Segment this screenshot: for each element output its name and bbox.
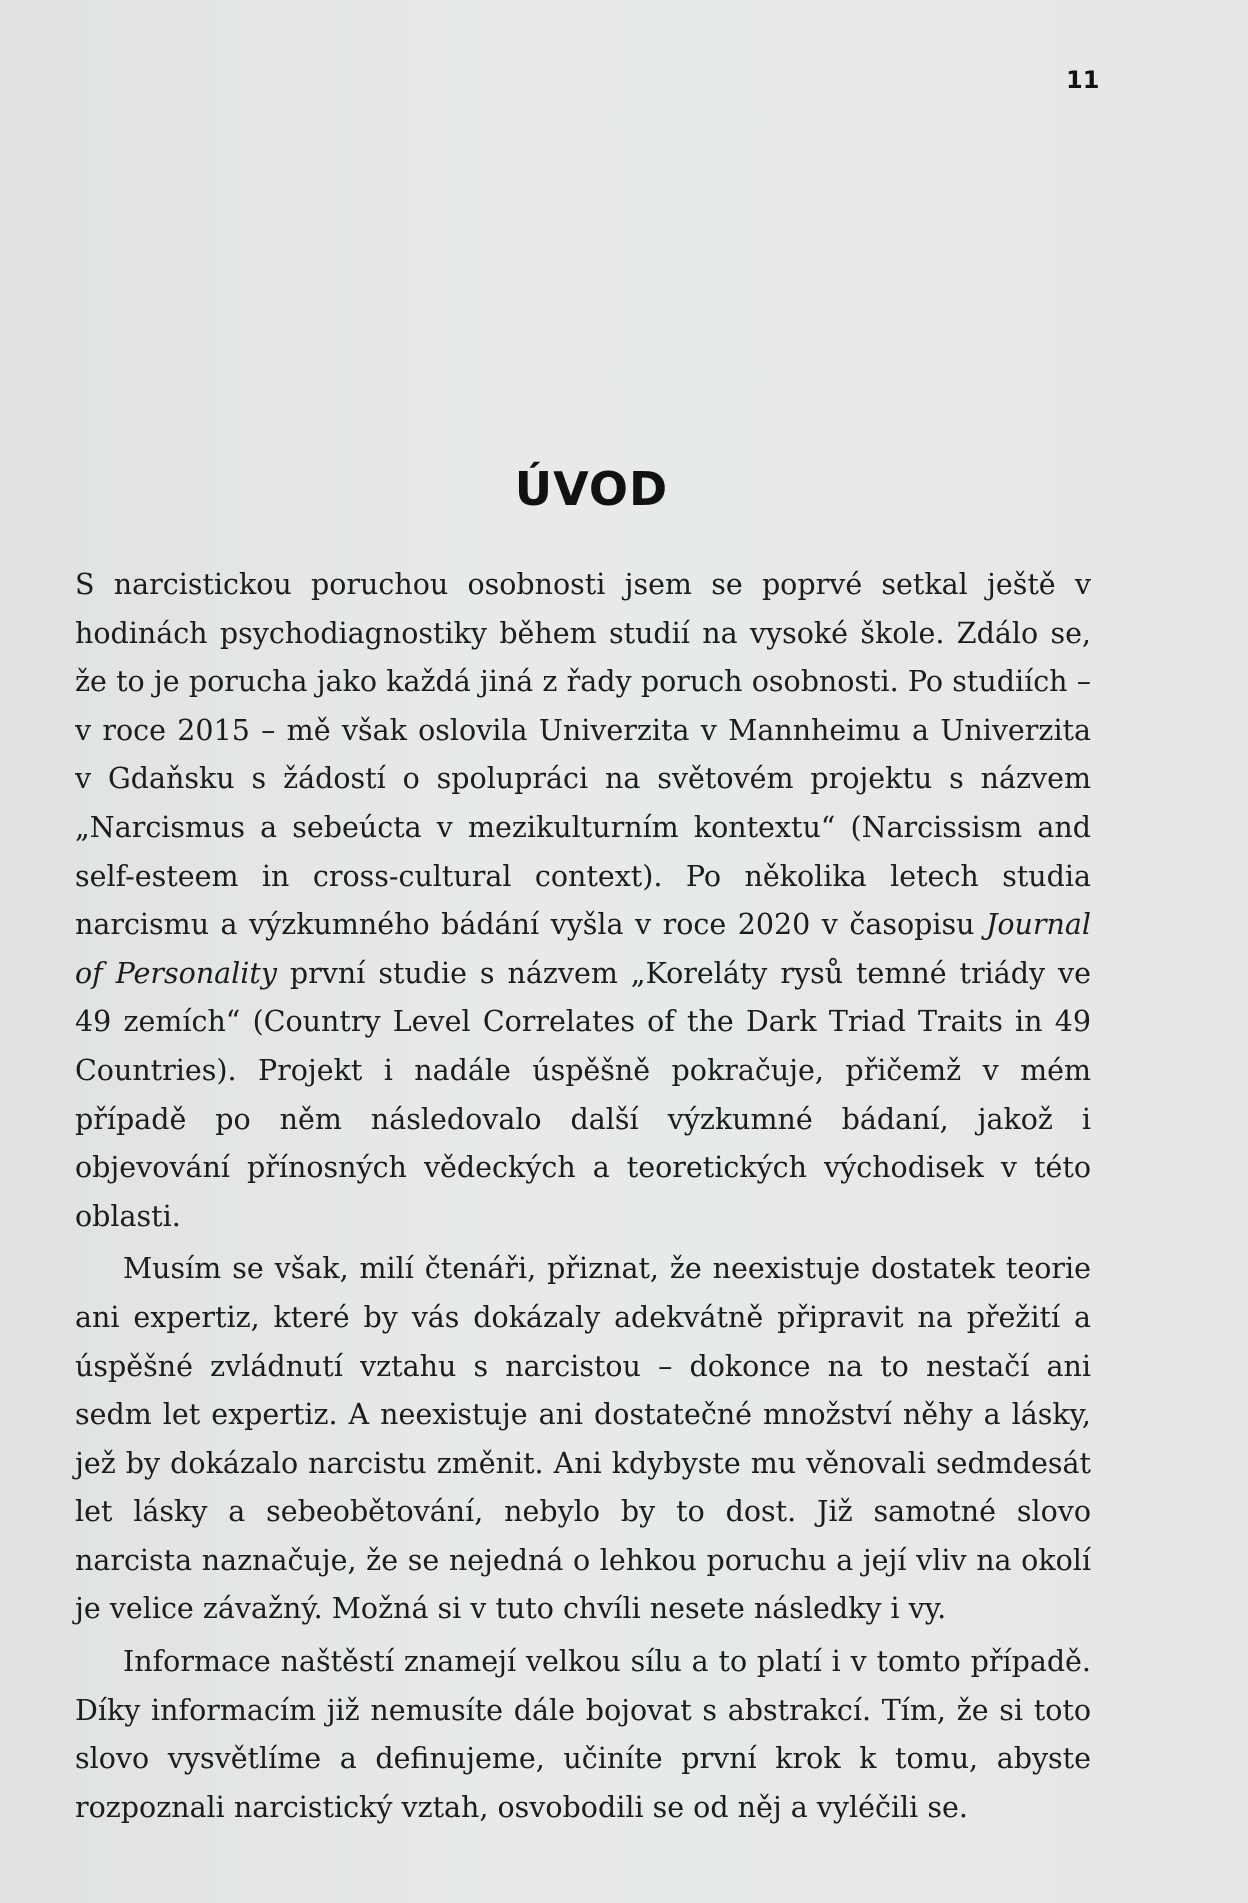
- paragraph-1-part-2: první studie s názvem „Koreláty rysů temné triády ve 49 zemích“ (Country Level Correlates of the Dark Triad Traits in 49 Countries). Projekt i nadále úspěšně pokračuje, přičemž v mém případě po něm následovalo další výzkumné bádaní, jakož i objevování přínosných vědeckých a teoretických východisek v této oblasti.: [75, 956, 1091, 1233]
- paragraph-3: Informace naštěstí znamejí velkou sílu a to platí i v tomto případě. Díky informacím již nemusíte dále bojovat s abstrakcí. Tím, že si toto slovo vysvětlíme a definujeme, učiníte první krok k tomu, abyste rozpoznali narcistický vztah, osvobodili se od něj a vyléčili se.: [75, 1645, 1091, 1824]
- journal-title: Journal of Personality: [75, 908, 1091, 990]
- page-number: 11: [1066, 66, 1100, 94]
- paragraph-1: [75, 561, 1091, 1241]
- paragraph-1-part-1: S narcistickou poruchou osobnosti jsem se poprvé setkal ještě v hodinách psychodiagnostiky během studií na vysoké škole. Zdálo se, že to je porucha jako každá jiná z řady poruch osobnosti. Po studiích – v roce 2015 – mě však oslovila Univerzita v Mannheimu a Univerzita v Gdaňsku s žádostí o spolupráci na světovém projektu s názvem „Narcismus a sebeúcta v mezikulturním kontextu“ (Narcissism and self-esteem in cross-cultural context). Po několika letech studia narcismu a výzkumného bádání vyšla v roce 2020 v časopisu: [75, 568, 1091, 942]
- paragraph-2: Musím se však, milí čtenáři, přiznat, že neexistuje dostatek teorie ani expertiz, které by vás dokázaly adekvátně připravit na přežití a úspěšné zvládnutí vztahu s narcistou – dokonce na to nestačí ani sedm let expertiz. A neexistuje ani dostatečné množství něhy a lásky, jež by dokázalo narcistu změnit. Ani kdybyste mu věnovali sedmdesát let lásky a sebeobětování, nebylo by to dost. Již samotné slovo narcista naznačuje, že se nejedná o lehkou poruchu a její vliv na okolí je velice závažný. Možná si v tuto chvíli nesete následky i vy.: [75, 1252, 1091, 1626]
- body-text: [75, 561, 1091, 1832]
- chapter-title: ÚVOD: [514, 462, 669, 516]
